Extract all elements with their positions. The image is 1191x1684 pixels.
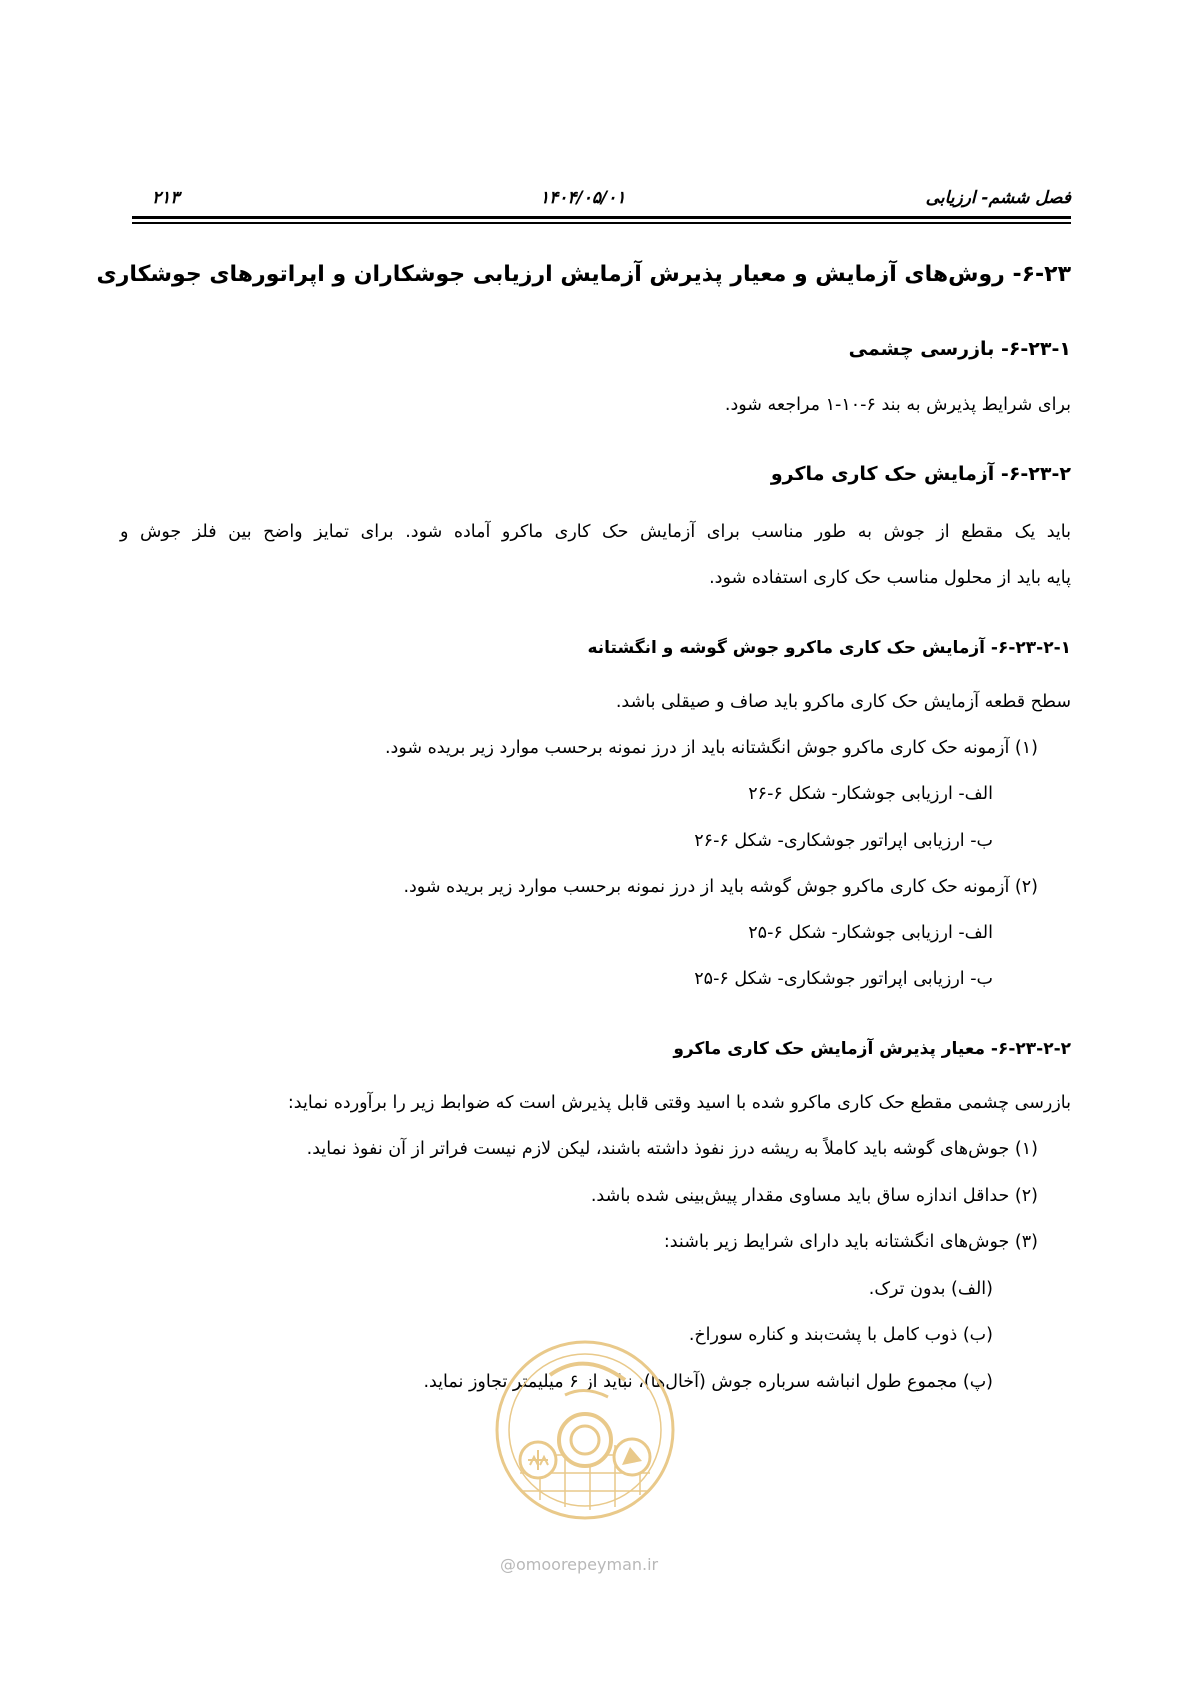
header-rule-thin xyxy=(132,222,1071,224)
header-rule-thick xyxy=(132,216,1071,219)
list-item-fillet: (۲) آزمونه حک کاری ماکرو جوش گوشه باید از درز نمونه برحسب موارد زیر بریده شود. xyxy=(403,877,1038,897)
subsection-title-acceptance: ۶-۲۳-۲-۲- معیار پذیرش آزمایش حک کاری ماکرو xyxy=(673,1039,1071,1059)
subsection-title-fillet-plug: ۶-۲۳-۲-۱- آزمایش حک کاری ماکرو جوش گوشه و انگشتانه xyxy=(587,638,1071,658)
paragraph-surface: سطح قطعه آزمایش حک کاری ماکرو باید صاف و صیقلی باشد. xyxy=(615,692,1071,712)
list-subitem-operator-fillet: ب- ارزیابی اپراتور جوشکاری- شکل ۶-۲۵ xyxy=(694,969,993,989)
list-subitem-welder-fillet: الف- ارزیابی جوشکار- شکل ۶-۲۵ xyxy=(748,923,993,943)
criteria-item-3: (۳) جوش‌های انگشتانه باید دارای شرایط زیر باشند: xyxy=(663,1232,1038,1252)
chapter-title: فصل ششم- ارزیابی xyxy=(925,188,1071,208)
page-date: ۱۴۰۴/۰۵/۰۱ xyxy=(540,188,626,208)
list-subitem-operator-plug: ب- ارزیابی اپراتور جوشکاری- شکل ۶-۲۶ xyxy=(694,831,993,851)
watermark-handle: @omoorepeyman.ir xyxy=(500,1555,659,1574)
criteria-subitem-c: (پ) مجموع طول انباشه سرباره جوش (آخال‌ها)، نباید از ۶ میلیمتر تجاوز نماید. xyxy=(423,1372,993,1392)
subsection-title-visual-inspection: ۶-۲۳-۱- بازرسی چشمی xyxy=(848,338,1071,360)
criteria-item-2: (۲) حداقل اندازه ساق باید مساوی مقدار پیش‌بینی شده باشد. xyxy=(590,1186,1038,1206)
list-subitem-welder-plug: الف- ارزیابی جوشکار- شکل ۶-۲۶ xyxy=(748,784,993,804)
watermark-stamp-logo xyxy=(490,1335,680,1525)
section-title: ۶-۲۳- روش‌های آزمایش و معیار پذیرش آزمایش ارزیابی جوشکاران و اپراتورهای جوشکاری xyxy=(96,262,1071,287)
page-number: ۲۱۳ xyxy=(152,188,180,208)
paragraph-macroetch-line1: باید یک مقطع از جوش به طور مناسب برای آزمایش حک کاری ماکرو آماده شود. برای تمایز واضح بین فلز جوش و xyxy=(120,522,1071,542)
paragraph-acceptance: بازرسی چشمی مقطع حک کاری ماکرو شده با اسید وقتی قابل پذیرش است که ضوابط زیر را برآورده نماید: xyxy=(287,1093,1071,1113)
subsection-title-macroetch: ۶-۲۳-۲- آزمایش حک کاری ماکرو xyxy=(770,463,1071,485)
criteria-item-1: (۱) جوش‌های گوشه باید کاملاً به ریشه درز نفوذ داشته باشند، لیکن لازم نیست فراتر از آن نفوذ نماید. xyxy=(306,1139,1038,1159)
paragraph-visual-inspection: برای شرایط پذیرش به بند ۶-۱۰-۱ مراجعه شود. xyxy=(724,395,1071,415)
criteria-subitem-b: (ب) ذوب کامل با پشت‌بند و کناره سوراخ. xyxy=(688,1325,993,1345)
list-item-plug: (۱) آزمونه حک کاری ماکرو جوش انگشتانه باید از درز نمونه برحسب موارد زیر بریده شود. xyxy=(384,738,1038,758)
paragraph-macroetch-line2: پایه باید از محلول مناسب حک کاری استفاده شود. xyxy=(709,568,1071,588)
criteria-subitem-a: (الف) بدون ترک. xyxy=(868,1279,993,1299)
